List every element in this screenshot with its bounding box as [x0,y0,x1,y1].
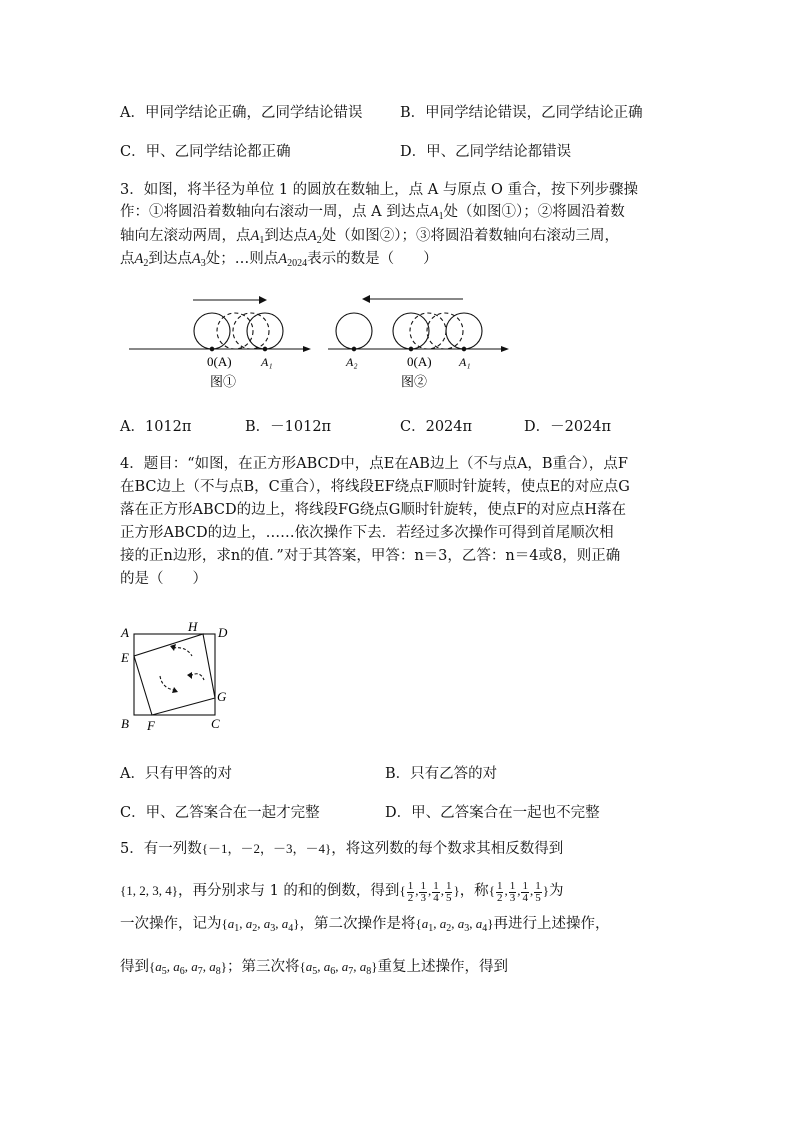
q4-line5: 接的正n边形，求n的值．”对于其答案，甲答：n＝3，乙答：n＝4或8，则正确 [120,548,621,564]
q2-option-d: D．甲、乙同学结论都错误 [400,144,572,160]
q4-option-d: D．甲、乙答案合在一起也不完整 [385,805,600,821]
q4-line4: 正方形ABCD的边上，……依次操作下去．若经过多次操作可得到首尾顺次相 [120,525,614,541]
rotation-arrow-3 [190,674,204,680]
label-e: E [121,650,129,665]
q4-option-b: B．只有乙答的对 [385,766,498,782]
q5-set-negative: {－1，－2，－3，－4} [201,841,332,856]
q5-set-positive: {1, 2, 3, 4} [120,883,178,898]
q4-line1: 4．题目：“如图，在正方形ABCD中，点E在AB边上（不与点A，B重合），点F [120,456,628,472]
circle-rolling-1 [217,313,253,349]
circle-start [194,313,230,349]
label-c: C [211,716,220,731]
label-a2-2: A₂ [346,355,358,369]
label-d: D [218,625,228,640]
q4-line3: 落在正方形ABCD的边上，将线段FG绕点G顺时针旋转，使点F的对应点H落在 [120,502,627,518]
q3-figures [125,288,525,398]
circle-left [336,313,372,349]
q5-line2: {1, 2, 3, 4}，再分别求与 1 的和的倒数，得到{ $\frac{1}{2}$ , $\frac{1}{3}$ , $\frac{1}{4}$ , $\frac{1}{5}$ }，称{ $\frac{1}{2}$ , $\frac{1}{3}$ , $\frac{1}{4}$ , $\frac{1}{5}$ }为 [120,879,564,904]
q4-line6: 的是（ ） [120,571,207,587]
rotation-arrow-2 [160,676,174,690]
label-o-a-1: 0(A) [207,354,232,369]
q4-option-c: C．甲、乙答案合在一起才完整 [120,805,320,821]
q4-square-figure [118,618,238,738]
q4-option-a: A．只有甲答的对 [120,766,232,782]
q2-option-c: C．甲、乙同学结论都正确 [120,144,291,160]
label-g: G [217,689,227,704]
q3-option-b: B．－1012π [245,419,332,435]
q4-line2: 在BC边上（不与点B，C重合），将线段EF绕点F顺时针旋转，使点E的对应点G [120,479,630,495]
label-o-a-2: 0(A) [407,354,432,369]
q3-option-c: C．2024π [400,419,473,435]
q3-line2: 作：①将圆沿着数轴向右滚动一周，点 A 到达点$A_1$处（如图①）；②将圆沿着数 [120,204,625,222]
q3-line1: 3．如图，将半径为单位 1 的圆放在数轴上，点 A 与原点 O 重合，按下列步骤操 [120,182,638,198]
circle-rolling-2 [233,313,269,349]
q5-fraction-set-1: { $\frac{1}{2}$ , $\frac{1}{3}$ , $\frac{1}{4}$ , $\frac{1}{5}$ } [399,879,460,904]
label-a1-2: A₁ [459,355,471,369]
q5-line3: 一次操作，记为{$a_1$, $a_2$, $a_3$, $a_4$}，第二次操作是将{$a_1$, $a_2$, $a_3$, $a_4$}再进行上述操作， [120,916,610,934]
circle-right [446,313,482,349]
q3-option-d: D．－2024π [524,419,612,435]
label-a: A [121,625,129,640]
q3-option-a: A．1012π [120,419,192,435]
arrow-right-head [259,296,267,304]
q5-line4: 得到{$a_5$, $a_6$, $a_7$, $a_8$}；第三次将{$a_5$, $a_6$, $a_7$, $a_8$}重复上述操作，得到 [120,959,508,977]
q3-line3: 轴向左滚动两周，点$A_1$到达点$A_2$处（如图②）；③将圆沿着数轴向右滚动三周， [120,228,619,246]
circle-mid [393,313,429,349]
label-a1-1: A₁ [261,355,273,369]
q5-fraction-set-2: { $\frac{1}{2}$ , $\frac{1}{3}$ , $\frac{1}{4}$ , $\frac{1}{5}$ } [488,879,549,904]
figure-2 [328,295,509,352]
label-f: F [147,718,155,733]
rotation-arrow-1 [173,648,192,656]
q3-line4: 点$A_2$到达点$A_3$处；…则点$A_{2024}$表示的数是（ ） [120,251,438,269]
figure-1-caption: 图① [210,374,237,389]
circle-end [247,313,283,349]
label-b: B [121,716,129,731]
label-h: H [188,619,198,634]
figure-1 [129,296,311,352]
figure-2-caption: 图② [401,374,428,389]
arrow-left-head [362,295,370,303]
q2-option-a: A．甲同学结论正确，乙同学结论错误 [120,105,363,121]
q2-option-b: B．甲同学结论错误，乙同学结论正确 [400,105,643,121]
q5-line1: 5．有一列数{－1，－2，－3，－4}，将这列数的每个数求其相反数得到 [120,841,564,857]
